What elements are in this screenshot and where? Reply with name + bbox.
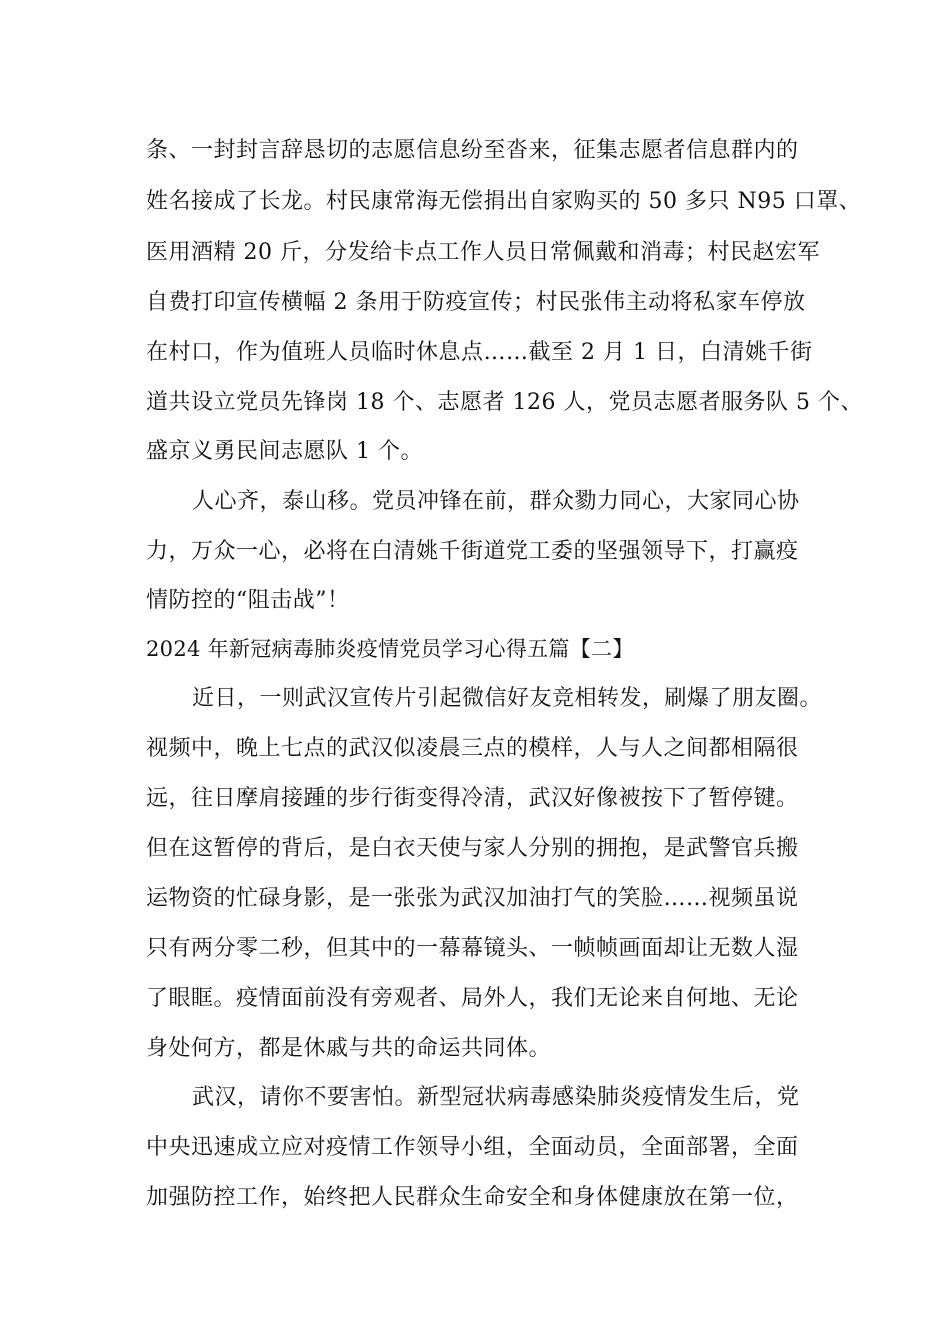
paragraph-4-line-1: 武汉，请你不要害怕。新型冠状病毒感染肺炎疫情发生后，党 xyxy=(192,1085,800,1110)
paragraph-1-line-1: 条、一封封言辞恳切的志愿信息纷至沓来，征集志愿者信息群内的 xyxy=(146,138,799,163)
paragraph-4-line-3: 加强防控工作，始终把人民群众生命安全和身体健康放在第一位， xyxy=(146,1185,799,1210)
paragraph-3-line-5: 运物资的忙碌身影，是一张张为武汉加油打气的笑脸……视频虽说 xyxy=(146,886,799,911)
paragraph-1-line-5: 在村口，作为值班人员临时休息点……截至 2 月 1 日，白清姚千街 xyxy=(146,340,813,365)
paragraph-1-line-4: 自费打印宣传横幅 2 条用于防疫宣传；村民张伟主动将私家车停放 xyxy=(146,290,806,315)
paragraph-3-line-2: 视频中，晚上七点的武汉似凌晨三点的模样，人与人之间都相隔很 xyxy=(146,736,799,761)
paragraph-3-line-3: 远，往日摩肩接踵的步行街变得冷清，武汉好像被按下了暂停键。 xyxy=(146,786,799,811)
paragraph-3-line-1: 近日，一则武汉宣传片引起微信好友竞相转发，刷爆了朋友圈。 xyxy=(192,686,823,711)
paragraph-2-line-2: 力，万众一心，必将在白清姚千街道党工委的坚强领导下，打赢疫 xyxy=(146,539,799,564)
paragraph-1-line-6: 道共设立党员先锋岗 18 个、志愿者 126 人，党员志愿者服务队 5 个、 xyxy=(146,390,863,415)
paragraph-3-line-7: 了眼眶。疫情面前没有旁观者、局外人，我们无论来自何地、无论 xyxy=(146,986,799,1011)
paragraph-3-line-4: 但在这暂停的背后，是白衣天使与家人分别的拥抱，是武警官兵搬 xyxy=(146,836,799,861)
paragraph-1-line-2: 姓名接成了长龙。村民康常海无偿捐出自家购买的 50 多只 N95 口罩、 xyxy=(146,189,862,214)
paragraph-3-line-6: 只有两分零二秒，但其中的一幕幕镜头、一帧帧画面却让无数人湿 xyxy=(146,936,799,961)
paragraph-3-line-8: 身处何方，都是休戚与共的命运共同体。 xyxy=(146,1036,552,1061)
paragraph-2-line-1: 人心齐，泰山移。党员冲锋在前，群众勠力同心，大家同心协 xyxy=(192,489,800,514)
section-heading: 2024 年新冠病毒肺炎疫情党员学习心得五篇【二】 xyxy=(146,637,634,661)
paragraph-4-line-2: 中央迅速成立应对疫情工作领导小组，全面动员，全面部署，全面 xyxy=(146,1135,799,1160)
paragraph-1-line-3: 医用酒精 20 斤，分发给卡点工作人员日常佩戴和消毒；村民赵宏军 xyxy=(146,240,820,265)
paragraph-1-line-7: 盛京义勇民间志愿队 1 个。 xyxy=(146,439,423,464)
paragraph-2-line-3: 情防控的“阻击战”！ xyxy=(146,588,350,613)
